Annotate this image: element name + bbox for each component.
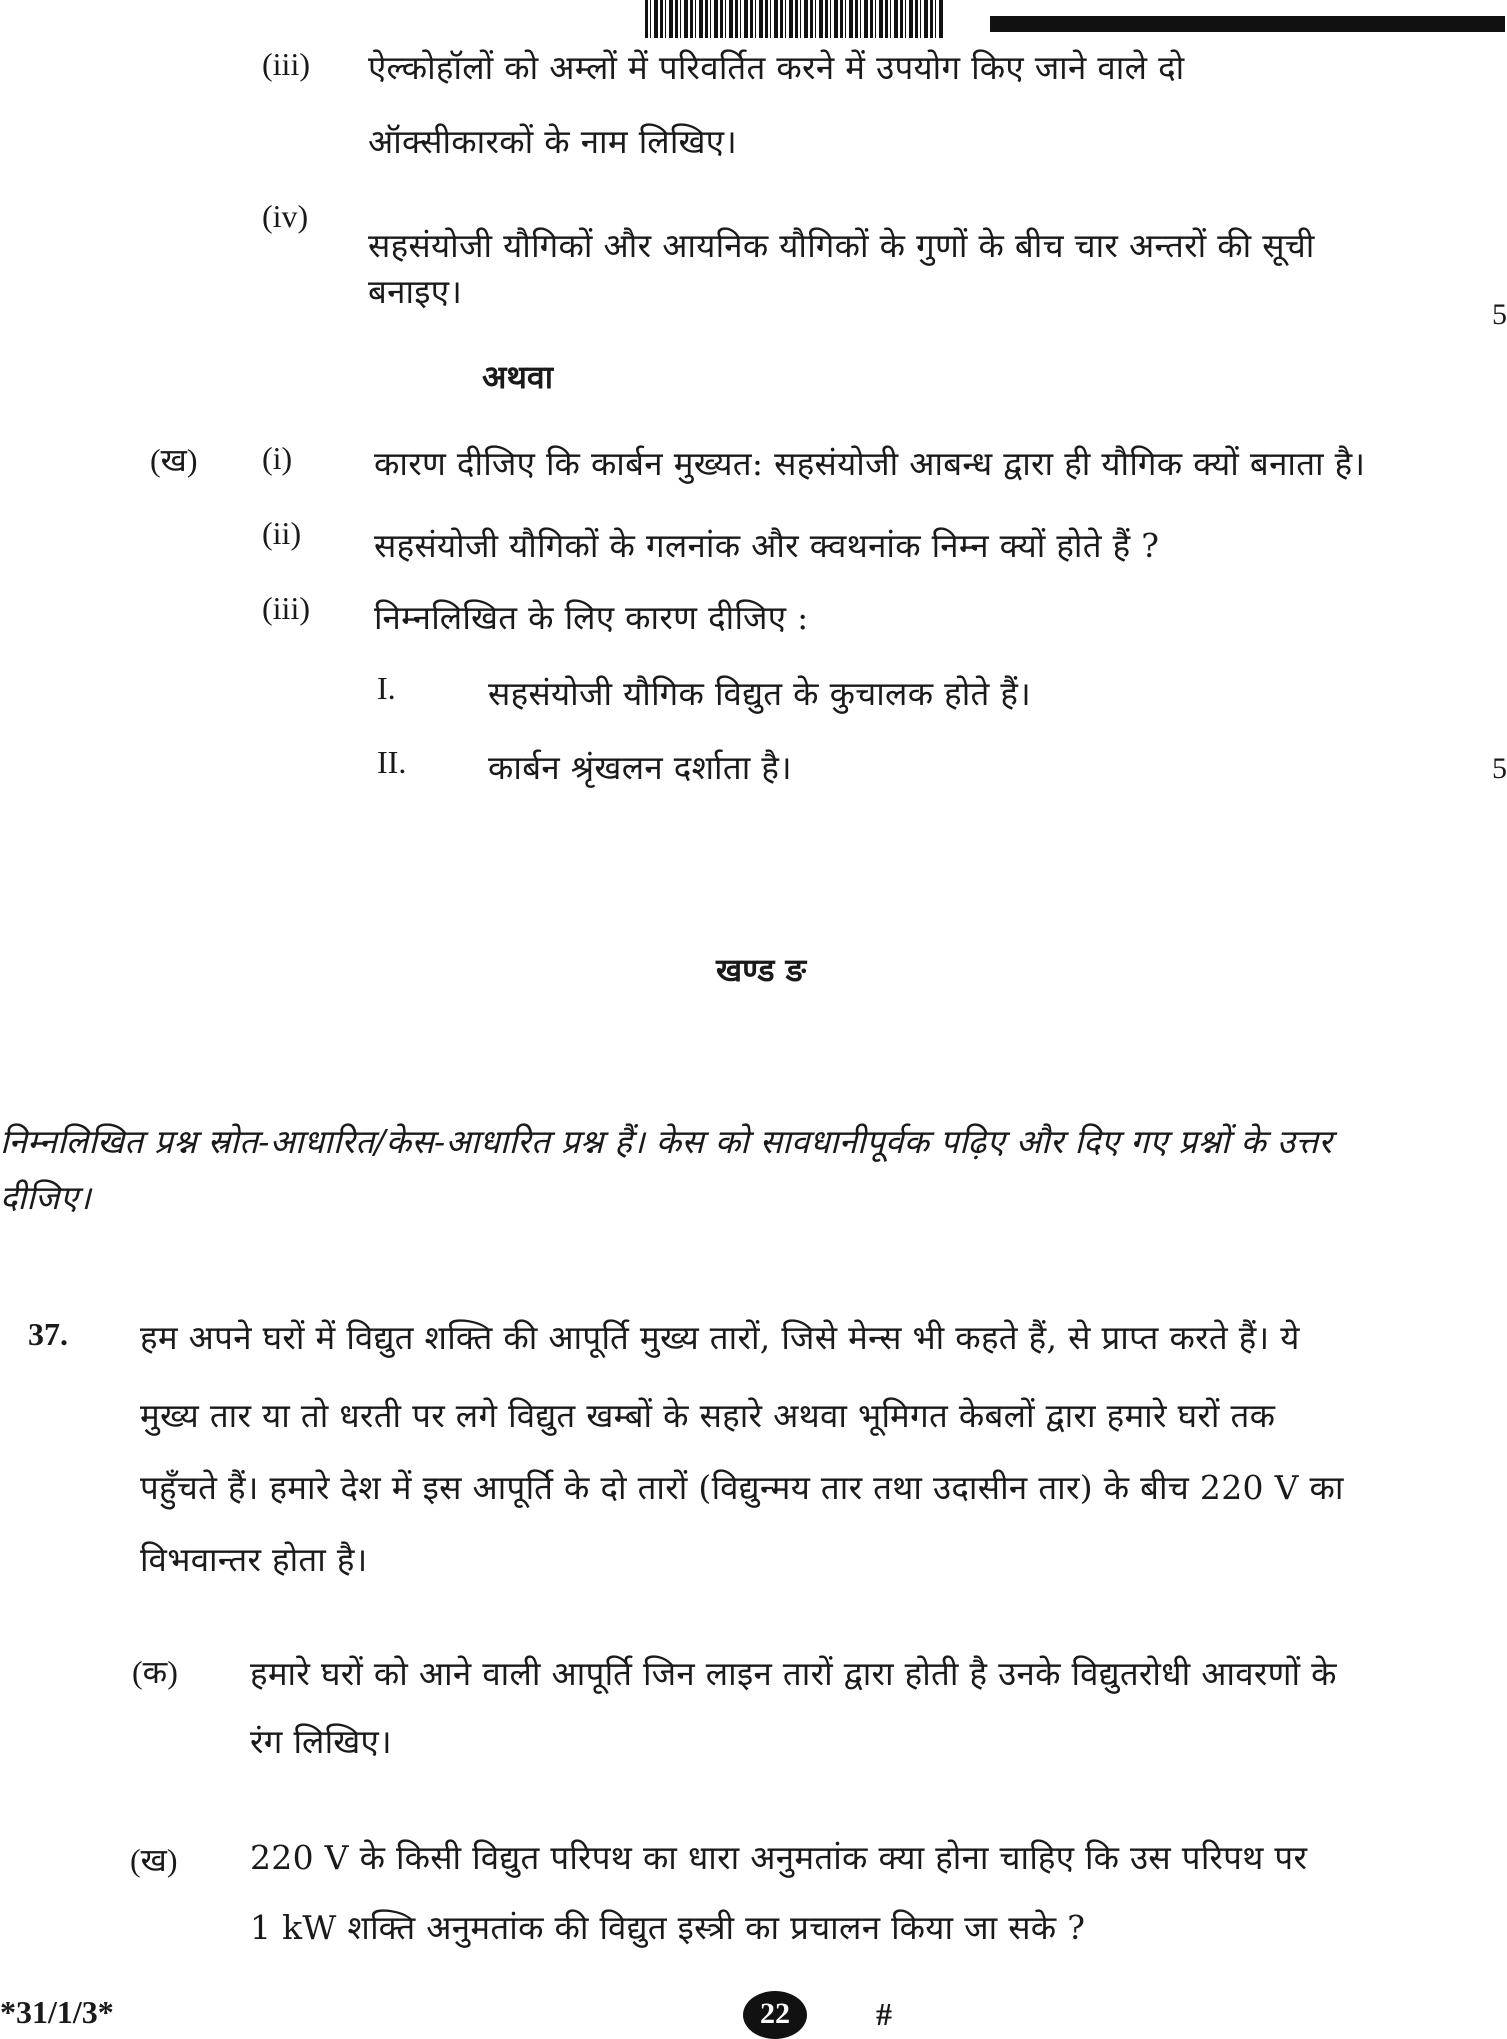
question-text: ऐल्कोहॉलों को अम्लों में परिवर्तित करने में उपयोग किए जाने वाले दो [368,48,1185,87]
section-heading: खण्ड ङ [716,951,807,989]
page-number: 22 [743,1991,807,2039]
hash-mark: # [876,1996,892,2032]
or-heading: अथवा [482,358,553,396]
question-number: 37. [28,1316,68,1352]
item-label-i: (i) [262,440,293,476]
question-text: कारण दीजिए कि कार्बन मुख्यत: सहसंयोजी आबन्ध द्वारा ही यौगिक क्यों बनाता है। [374,444,1366,483]
question-text: पहुँचते हैं। हमारे देश में इस आपूर्ति के दो तारों (विद्युन्मय तार तथा उदासीन तार) के बीच 220 V का [140,1468,1344,1507]
question-text: बनाइए। [368,272,463,311]
question-text: 1 kW शक्ति अनुमतांक की विद्युत इस्त्री का प्रचालन किया जा सके ? [250,1908,1086,1947]
question-text: रंग लिखिए। [250,1722,392,1761]
question-text: सहसंयोजी यौगिकों के गलनांक और क्वथनांक निम्न क्यों होते हैं ? [374,526,1160,565]
question-text: सहसंयोजी यौगिकों और आयनिक यौगिकों के गुणों के बीच चार अन्तरों की सूची [368,226,1315,265]
item-label-ii: (ii) [262,515,302,551]
item-label-iv: (iv) [262,198,309,234]
question-text: कार्बन श्रृंखलन दर्शाता है। [488,748,792,787]
header-rule [990,16,1505,32]
question-text: सहसंयोजी यौगिक विद्युत के कुचालक होते हैं। [488,674,1032,713]
instruction-text: दीजिए। [0,1178,92,1217]
question-text: हम अपने घरों में विद्युत शक्ति की आपूर्ति मुख्य तारों, जिसे मेन्स भी कहते हैं, से प्राप्त करते हैं। ये [140,1318,1300,1357]
question-text: मुख्य तार या तो धरती पर लगे विद्युत खम्बों के सहारे अथवा भूमिगत केबलों द्वारा हमारे घरों तक [140,1396,1276,1435]
item-label-iii: (iii) [262,590,310,626]
part-label-kha: (ख) [150,442,198,478]
part-label-kha: (ख) [130,1842,178,1878]
sub-item-label-II: II. [377,744,407,780]
marks: 5 [1492,752,1507,785]
paper-code: *31/1/3* [0,1994,114,2030]
sub-item-label-I: I. [377,670,396,706]
question-text: ऑक्सीकारकों के नाम लिखिए। [368,122,738,161]
part-label-ka: (क) [132,1654,178,1690]
marks: 5 [1492,298,1507,331]
question-text: 220 V के किसी विद्युत परिपथ का धारा अनुमतांक क्या होना चाहिए कि उस परिपथ पर [250,1838,1308,1877]
question-text: निम्नलिखित के लिए कारण दीजिए : [374,598,809,637]
item-label-iii: (iii) [262,46,310,82]
instruction-text: निम्नलिखित प्रश्न स्रोत-आधारित/केस-आधारित प्रश्न हैं। केस को सावधानीपूर्वक पढ़िए और दिए गए प्रश्नों के उत्तर [0,1122,1333,1161]
question-text: हमारे घरों को आने वाली आपूर्ति जिन लाइन तारों द्वारा होती है उनके विद्युतरोधी आवरणों के [250,1654,1337,1693]
barcode [645,0,945,38]
question-text: विभवान्तर होता है। [140,1540,368,1579]
